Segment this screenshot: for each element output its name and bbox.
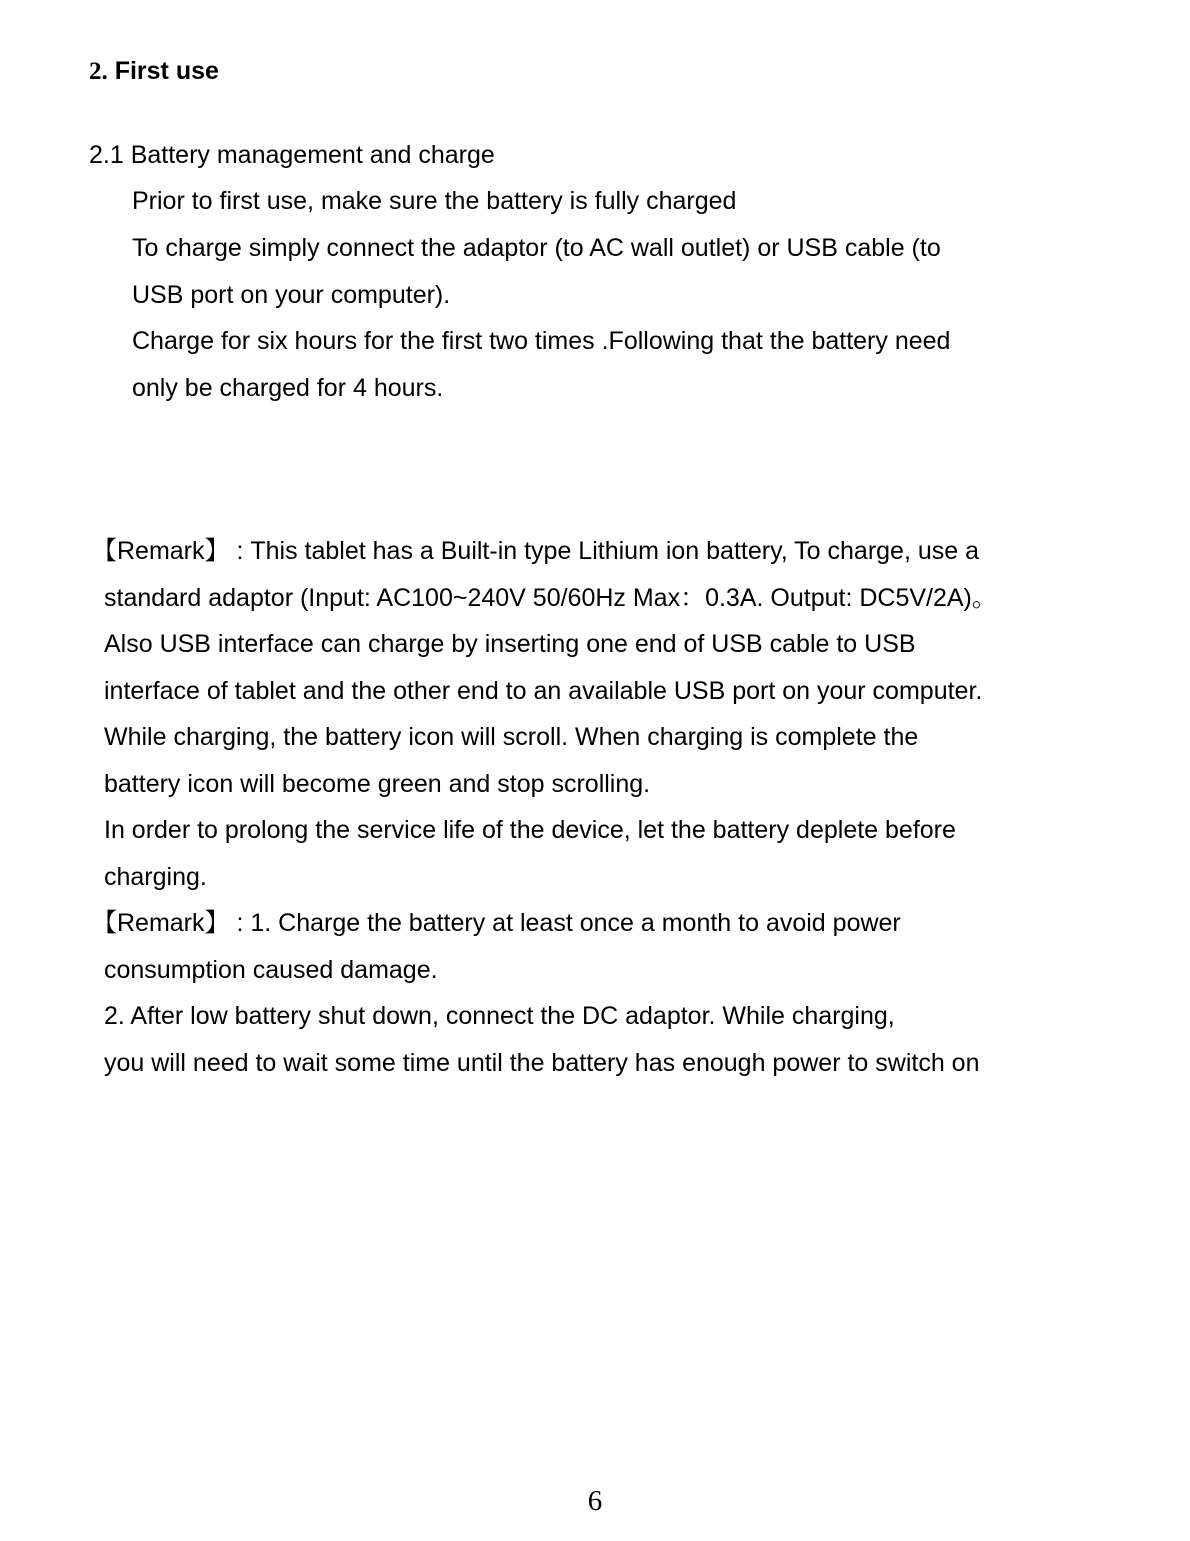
- remark-line: Also USB interface can charge by inserting one end of USB cable to USB: [104, 630, 916, 658]
- remark-line: battery icon will become green and stop scrolling.: [104, 770, 651, 798]
- subsection-line: only be charged for 4 hours.: [132, 374, 444, 402]
- section-heading: [89, 56, 219, 87]
- remark-line: you will need to wait some time until the battery has enough power to switch on: [104, 1049, 980, 1077]
- subsection-line: USB port on your computer).: [132, 281, 451, 309]
- section-title: First use: [114, 57, 219, 85]
- page-number: 6: [587, 1485, 603, 1517]
- remark-line: [92, 536, 979, 566]
- remark-line: [92, 908, 901, 938]
- remark-text: : This tablet has a Built-in type Lithium ion battery, To charge, use a: [236, 537, 979, 565]
- remark-label: 【Remark】: [92, 909, 230, 937]
- remark-text: : 1. Charge the battery at least once a month to avoid power: [236, 909, 901, 937]
- remark-line: consumption caused damage.: [104, 956, 438, 984]
- remark-line: standard adaptor (Input: AC100~240V 50/60Hz Max：0.3A. Output: DC5V/2A)。: [104, 584, 997, 612]
- remark-line: In order to prolong the service life of the device, let the battery deplete before: [104, 816, 956, 844]
- remark-label: 【Remark】: [92, 537, 230, 565]
- remark-line: While charging, the battery icon will scroll. When charging is complete the: [104, 723, 919, 751]
- subsection-line: To charge simply connect the adaptor (to AC wall outlet) or USB cable (to: [132, 234, 941, 262]
- remark-line: 2. After low battery shut down, connect the DC adaptor. While charging,: [104, 1002, 895, 1030]
- remark-line: charging.: [104, 863, 207, 891]
- remark-line: interface of tablet and the other end to an available USB port on your computer.: [104, 677, 983, 705]
- subsection-line: Prior to first use, make sure the battery is fully charged: [132, 187, 737, 215]
- subsection-line: Charge for six hours for the first two times .Following that the battery need: [132, 327, 951, 355]
- section-number: 2.: [89, 58, 108, 85]
- subsection-heading: 2.1 Battery management and charge: [89, 141, 495, 169]
